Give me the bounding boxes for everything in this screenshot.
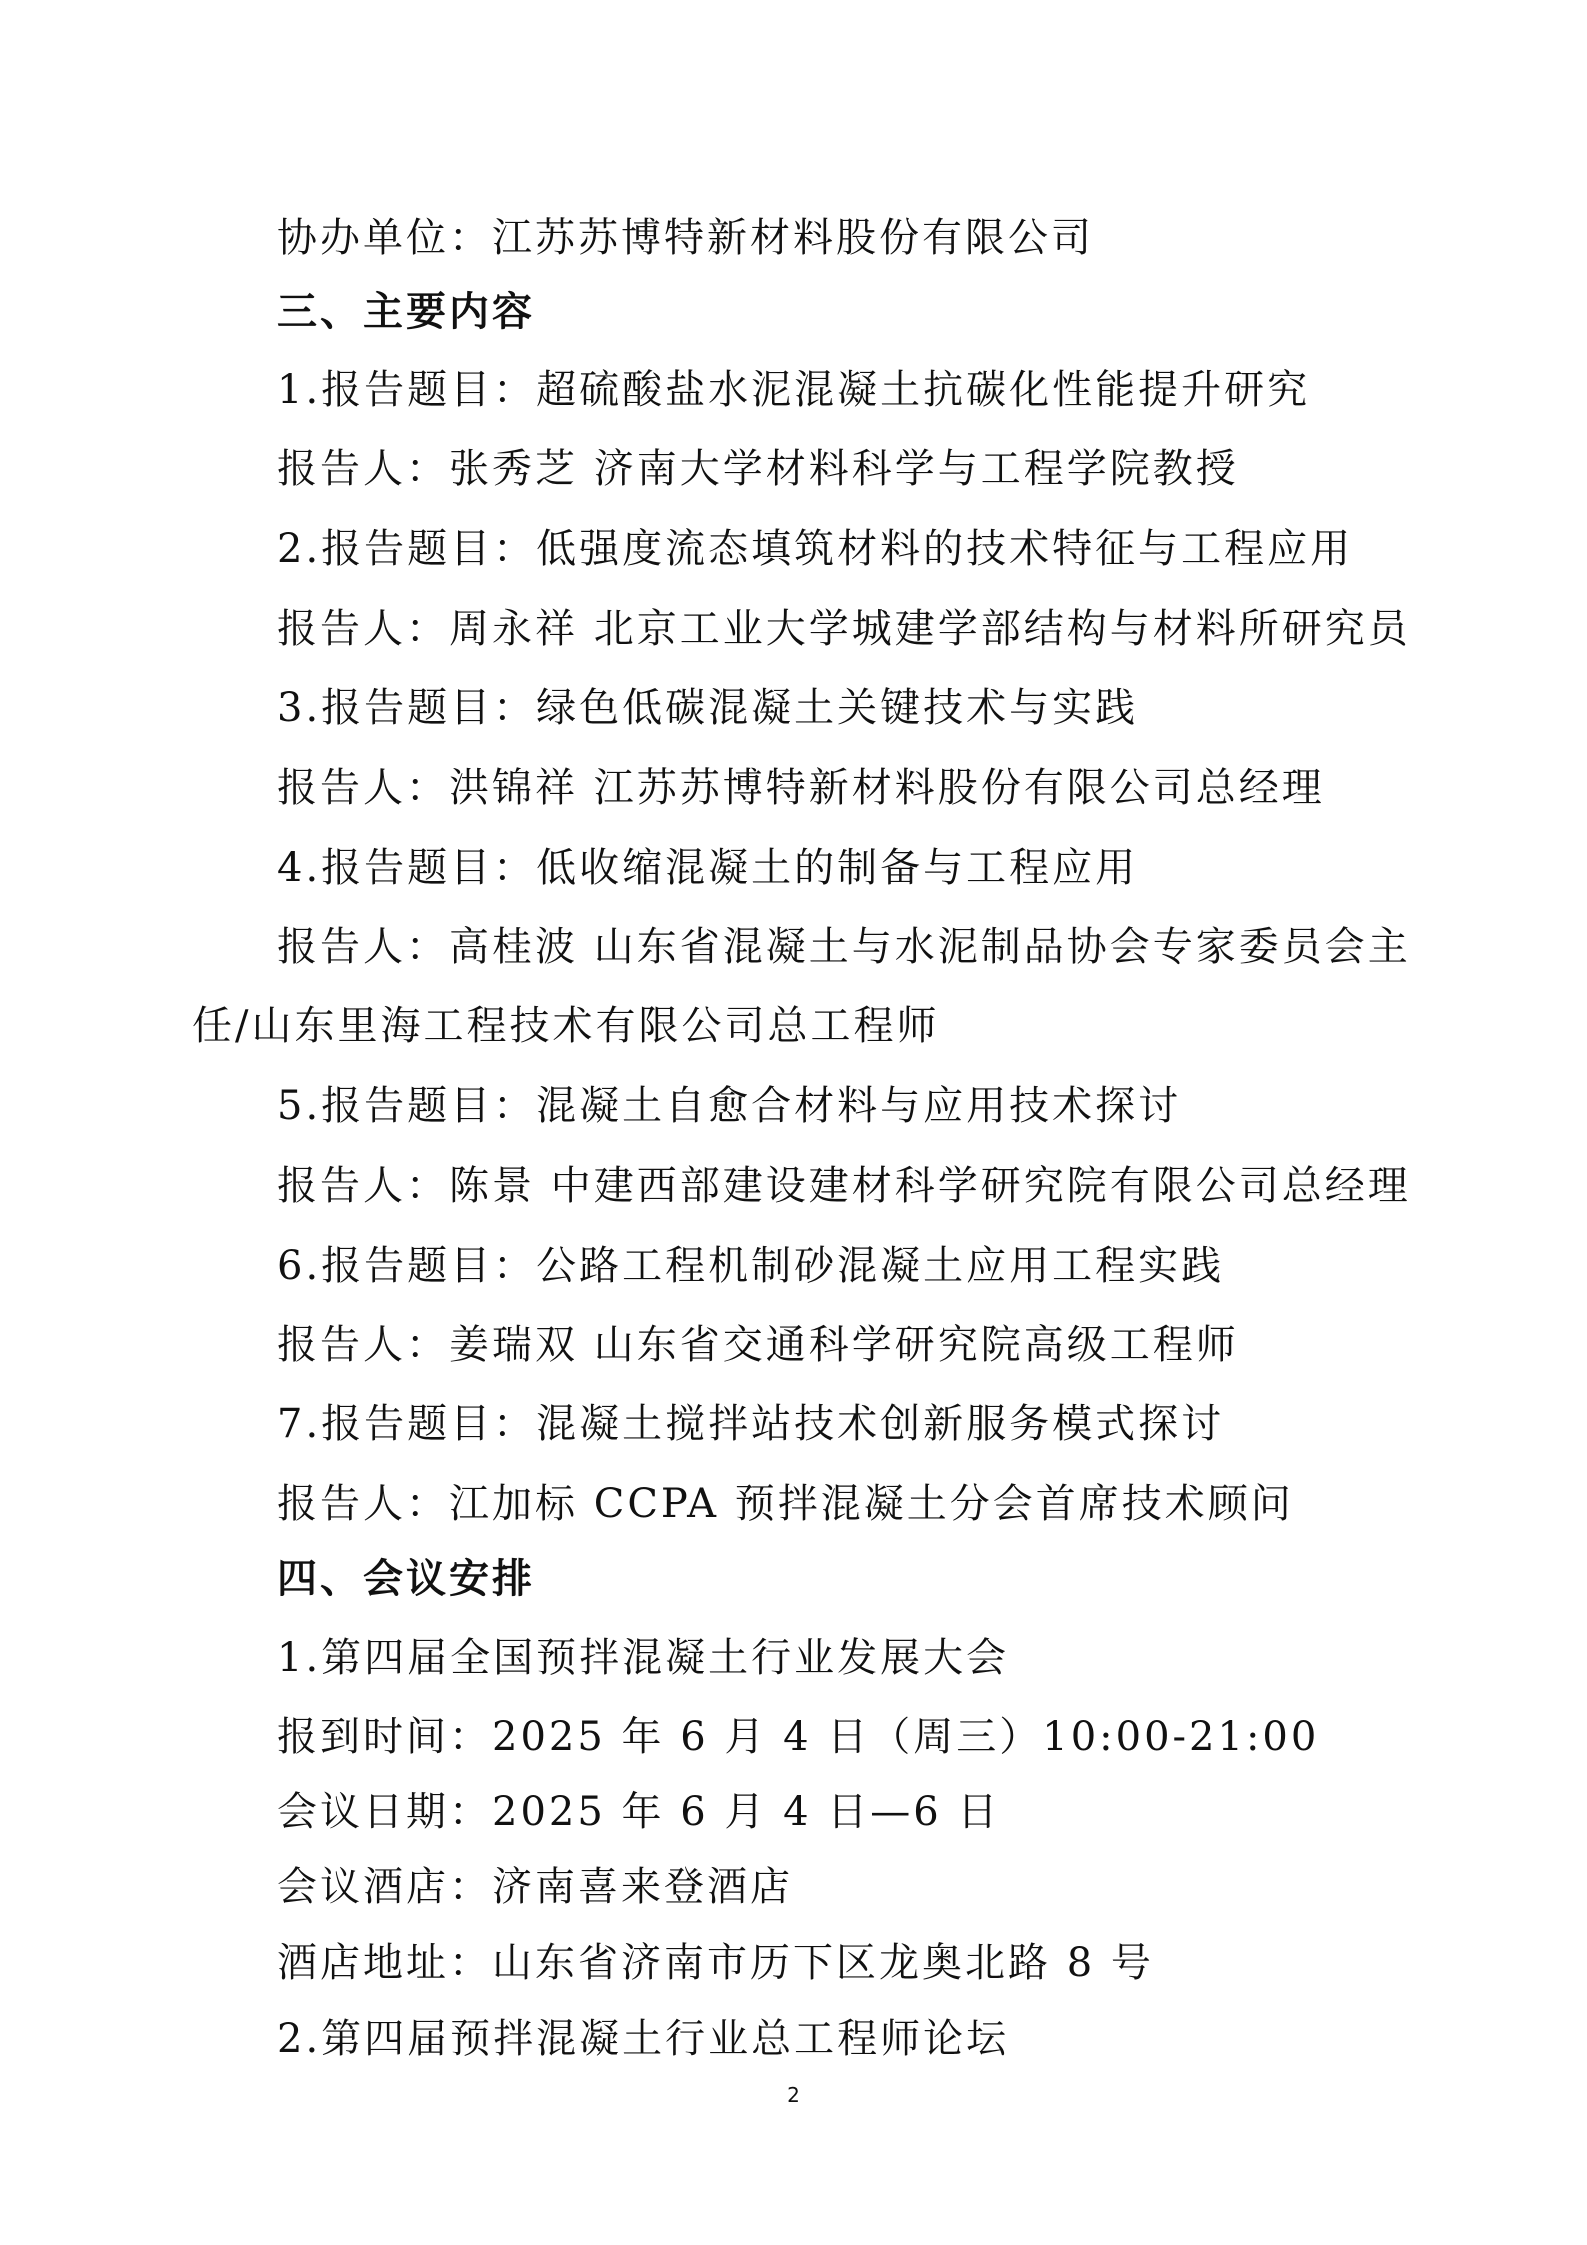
checkin-time-line: 报到时间：2025 年 6 月 4 日（周三）10:00-21:00 (277, 1714, 1320, 1760)
report-1-title: 1.报告题目：超硫酸盐水泥混凝土抗碳化性能提升研究 (277, 367, 1311, 413)
report-7-title: 7.报告题目：混凝土搅拌站技术创新服务模式探讨 (277, 1401, 1225, 1447)
co-organizer-line: 协办单位：江苏苏博特新材料股份有限公司 (277, 215, 1094, 261)
report-4-speaker-line1: 报告人：高桂波 山东省混凝土与水泥制品协会专家委员会主 (277, 924, 1411, 970)
report-1-speaker: 报告人：张秀芝 济南大学材料科学与工程学院教授 (277, 446, 1239, 492)
report-3-speaker: 报告人：洪锦祥 江苏苏博特新材料股份有限公司总经理 (277, 765, 1325, 811)
conference-2-title: 2.第四届预拌混凝土行业总工程师论坛 (277, 2016, 1010, 2062)
report-4-title: 4.报告题目：低收缩混凝土的制备与工程应用 (277, 845, 1139, 891)
meeting-date-line: 会议日期：2025 年 6 月 4 日—6 日 (277, 1789, 1001, 1835)
report-2-speaker: 报告人：周永祥 北京工业大学城建学部结构与材料所研究员 (277, 606, 1411, 652)
report-6-speaker: 报告人：姜瑞双 山东省交通科学研究院高级工程师 (277, 1322, 1239, 1368)
report-6-title: 6.报告题目：公路工程机制砂混凝土应用工程实践 (277, 1243, 1225, 1289)
page-number: 2 (787, 2083, 800, 2107)
report-7-speaker: 报告人：江加标 CCPA 预拌混凝土分会首席技术顾问 (277, 1481, 1294, 1527)
section-4-heading: 四、会议安排 (277, 1556, 535, 1602)
hotel-line: 会议酒店：济南喜来登酒店 (277, 1864, 793, 1910)
report-5-speaker: 报告人：陈景 中建西部建设建材科学研究院有限公司总经理 (277, 1163, 1411, 1209)
report-4-speaker-line2: 任/山东里海工程技术有限公司总工程师 (192, 1003, 940, 1049)
report-5-title: 5.报告题目：混凝土自愈合材料与应用技术探讨 (277, 1083, 1182, 1129)
report-3-title: 3.报告题目：绿色低碳混凝土关键技术与实践 (277, 685, 1139, 731)
conference-1-title: 1.第四届全国预拌混凝土行业发展大会 (277, 1635, 1010, 1681)
hotel-address-line: 酒店地址：山东省济南市历下区龙奥北路 8 号 (277, 1940, 1154, 1986)
section-3-heading: 三、主要内容 (277, 289, 535, 335)
report-2-title: 2.报告题目：低强度流态填筑材料的技术特征与工程应用 (277, 526, 1354, 572)
